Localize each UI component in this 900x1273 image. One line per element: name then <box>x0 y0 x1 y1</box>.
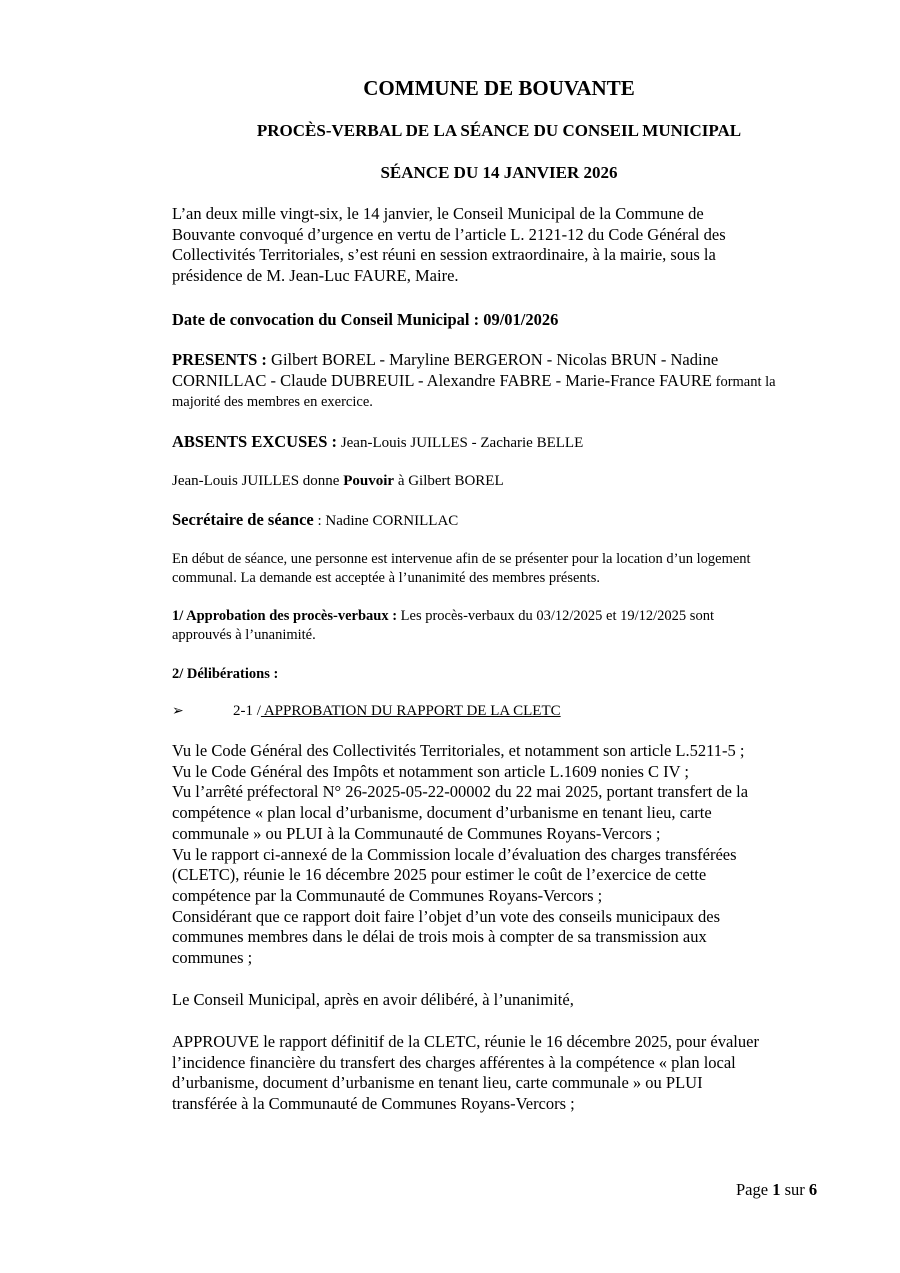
approbation-label: 1/ Approbation des procès-verbaux : <box>172 608 398 624</box>
vu-line: (CLETC), réunie le 16 décembre 2025 pour estimer le coût de l’exercice de cette <box>172 865 707 885</box>
presents-line <box>172 371 832 393</box>
secretaire-line <box>172 510 832 531</box>
absents-label: ABSENTS EXCUSES : <box>172 432 338 451</box>
approuve-line: d’urbanisme, document d’urbanisme en tenant lieu, carte communale » ou PLUI <box>172 1073 703 1093</box>
convocation-date: Date de convocation du Conseil Municipal : 09/01/2026 <box>172 310 559 329</box>
intro-paragraph <box>172 204 832 287</box>
approuve-line: l’incidence financière du transfert des charges afférentes à la compétence « plan local <box>172 1052 736 1072</box>
approbation-paragraph <box>172 607 832 645</box>
approuve-paragraph <box>172 1032 832 1115</box>
vu-line: Considérant que ce rapport doit faire l’objet d’un vote des conseils municipaux des <box>172 906 721 926</box>
pouvoir-word: Pouvoir <box>343 473 395 489</box>
presents-names: Gilbert BOREL - Maryline BERGERON - Nicolas BRUN - Nadine <box>266 350 719 369</box>
pouvoir-text: Jean-Louis JUILLES donne <box>172 473 344 489</box>
section-heading <box>233 703 561 720</box>
vu-line: communale » ou PLUI à la Communauté de Communes Royans-Vercors ; <box>172 823 661 843</box>
page-label: Page <box>736 1180 773 1199</box>
vu-line: compétence par la Communauté de Communes Royans-Vercors ; <box>172 885 603 905</box>
vu-line: communes membres dans le délai de trois mois à compter de sa transmission aux <box>172 927 707 947</box>
approbation-text: Les procès-verbaux du 03/12/2025 et 19/12/2025 sont <box>397 608 714 624</box>
debut-line: En début de séance, une personne est intervenue afin de se présenter pour la location d’un logement <box>172 551 751 567</box>
presents-line <box>172 350 832 371</box>
approbation-line <box>172 607 832 626</box>
presents-names: CORNILLAC - Claude DUBREUIL - Alexandre FABRE - Marie-France FAURE <box>172 370 712 390</box>
page-current: 1 <box>772 1180 781 1199</box>
presents-block <box>172 350 832 413</box>
page-number <box>736 1180 817 1200</box>
approbation-line: approuvés à l’unanimité. <box>172 627 316 643</box>
commune-title: COMMUNE DE BOUVANTE <box>363 76 635 100</box>
absents-line <box>172 432 832 453</box>
intro-line: présidence de M. Jean-Luc FAURE, Maire. <box>172 266 459 286</box>
intro-line: L’an deux mille vingt-six, le 14 janvier, le Conseil Municipal de la Commune de <box>172 204 704 223</box>
vu-line: communes ; <box>172 948 253 968</box>
vu-paragraph <box>172 741 832 969</box>
presents-suffix: formant la <box>711 373 776 390</box>
pv-title: PROCÈS-VERBAL DE LA SÉANCE DU CONSEIL MUNICIPAL <box>256 121 742 140</box>
approuve-line: transférée à la Communauté de Communes Royans-Vercors ; <box>172 1094 575 1114</box>
secretaire-value: : Nadine CORNILLAC <box>313 513 459 529</box>
vu-line: Vu l’arrêté préfectoral N° 26-2025-05-22-00002 du 22 mai 2025, portant transfert de la <box>172 782 749 802</box>
presents-line: majorité des membres en exercice. <box>172 394 373 411</box>
intro-line: Collectivités Territoriales, s’est réuni en session extraordinaire, à la mairie, sous la <box>172 245 716 265</box>
section-number: 2-1 / <box>233 703 261 719</box>
approuve-line: APPROUVE le rapport définitif de la CLETC, réunie le 16 décembre 2025, pour évaluer <box>172 1032 759 1051</box>
absents-names: Jean-Louis JUILLES - Zacharie BELLE <box>337 435 584 451</box>
vu-line: Vu le Code Général des Collectivités Territoriales, et notamment son article L.5211-5 ; <box>172 741 745 760</box>
vu-line: Vu le Code Général des Impôts et notamment son article L.1609 nonies C IV ; <box>172 761 689 781</box>
page-sur: sur <box>780 1180 809 1199</box>
pouvoir-text: à Gilbert BOREL <box>394 473 504 489</box>
vu-line: Vu le rapport ci-annexé de la Commission locale d’évaluation des charges transférées <box>172 844 737 864</box>
conseil-paragraph: Le Conseil Municipal, après en avoir délibéré, à l’unanimité, <box>172 990 574 1009</box>
presents-label: PRESENTS : <box>172 350 267 369</box>
seance-title: SÉANCE DU 14 JANVIER 2026 <box>380 163 618 182</box>
intro-line: Bouvante convoqué d’urgence en vertu de l’article L. 2121-12 du Code Général des <box>172 224 726 244</box>
debut-line: communal. La demande est acceptée à l’unanimité des membres présents. <box>172 570 600 586</box>
vu-line: compétence « plan local d’urbanisme, document d’urbanisme en tenant lieu, carte <box>172 803 712 823</box>
debut-paragraph <box>172 550 832 588</box>
arrow-bullet-icon: ➢ <box>172 704 184 719</box>
section-title: APPROBATION DU RAPPORT DE LA CLETC <box>260 703 561 719</box>
secretaire-label: Secrétaire de séance <box>172 510 314 529</box>
pouvoir-line <box>172 472 832 491</box>
page-total: 6 <box>808 1180 818 1199</box>
deliberations-heading: 2/ Délibérations : <box>172 666 279 682</box>
